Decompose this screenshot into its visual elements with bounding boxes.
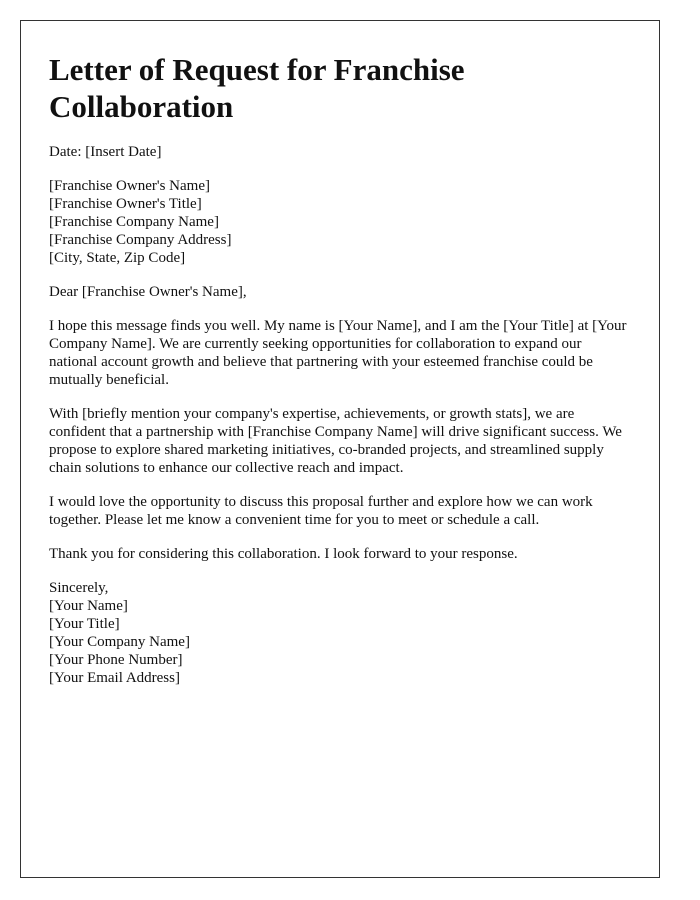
recipient-address-block bbox=[49, 177, 631, 267]
signature-block bbox=[49, 579, 631, 687]
sender-phone: [Your Phone Number] bbox=[49, 652, 183, 668]
letter-page bbox=[20, 20, 660, 878]
recipient-city-state-zip: [City, State, Zip Code] bbox=[49, 250, 186, 266]
closing: Sincerely, bbox=[49, 580, 109, 596]
sender-title: [Your Title] bbox=[49, 616, 120, 632]
recipient-company: [Franchise Company Name] bbox=[49, 214, 219, 230]
recipient-address: [Franchise Company Address] bbox=[49, 232, 232, 248]
body-paragraph-proposal: With [briefly mention your company's expertise, achievements, or growth stats], we are confident that a partnership with [Franchise Company Name] will drive significant success. We propose to explore shared marketing initiatives, co-branded projects, and streamlined supply chain solutions to enhance our collective reach and impact. bbox=[49, 406, 622, 476]
letter-title: Letter of Request for Franchise Collaboration bbox=[49, 52, 465, 124]
recipient-title: [Franchise Owner's Title] bbox=[49, 196, 202, 212]
body-paragraph-thanks: Thank you for considering this collaboration. I look forward to your response. bbox=[49, 546, 518, 562]
salutation: Dear [Franchise Owner's Name], bbox=[49, 284, 247, 300]
recipient-name: [Franchise Owner's Name] bbox=[49, 178, 210, 194]
body-paragraph-request: I would love the opportunity to discuss this proposal further and explore how we can work together. Please let me know a convenient time for you to meet or schedule a call. bbox=[49, 494, 593, 528]
sender-company: [Your Company Name] bbox=[49, 634, 190, 650]
sender-name: [Your Name] bbox=[49, 598, 128, 614]
body-paragraph-intro: I hope this message finds you well. My name is [Your Name], and I am the [Your Title] at [Your Company Name]. We are currently seeking opportunities for collaboration to expand our national account growth and believe that partnering with your esteemed franchise could be mutually beneficial. bbox=[49, 318, 627, 388]
sender-email: [Your Email Address] bbox=[49, 670, 180, 686]
date-line: Date: [Insert Date] bbox=[49, 144, 162, 160]
